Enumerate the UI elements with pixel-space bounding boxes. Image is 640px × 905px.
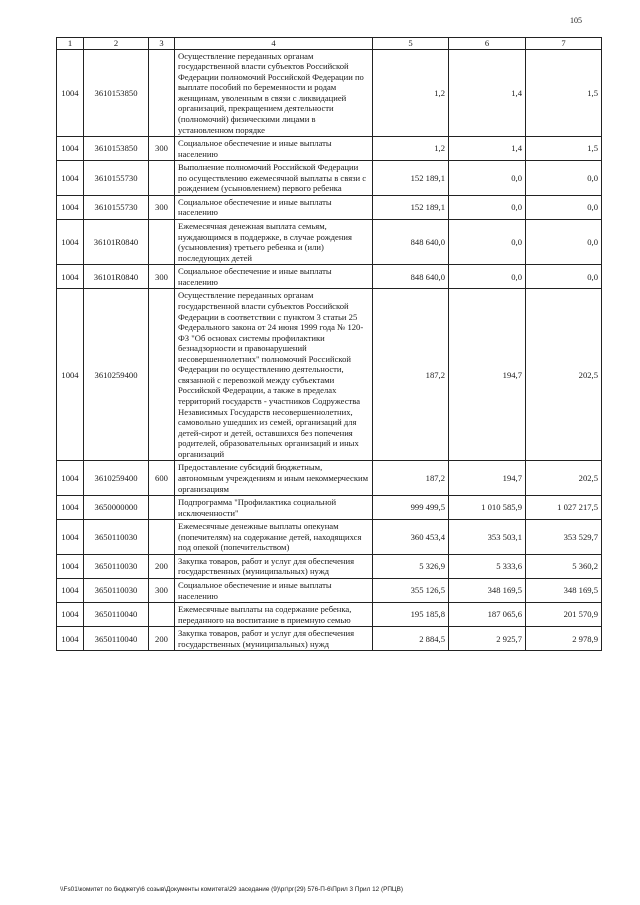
amount-year3-cell: 0,0 xyxy=(526,161,602,196)
table-row xyxy=(57,289,602,461)
description-cell: Ежемесячные выплаты на содержание ребенка, переданного на воспитание в приемную семью xyxy=(175,603,373,627)
expense-type-cell: 300 xyxy=(149,137,175,161)
table-row xyxy=(57,461,602,496)
amount-year2-cell: 187 065,6 xyxy=(449,603,526,627)
table-row xyxy=(57,579,602,603)
expense-type-cell xyxy=(149,161,175,196)
expense-type-cell: 300 xyxy=(149,265,175,289)
target-article-cell: 3610259400 xyxy=(84,289,149,461)
amount-year3-cell: 1,5 xyxy=(526,137,602,161)
target-article-cell: 3610155730 xyxy=(84,195,149,219)
section-code-cell: 1004 xyxy=(57,137,84,161)
amount-year3-cell: 0,0 xyxy=(526,195,602,219)
target-article-cell: 3650110030 xyxy=(84,520,149,555)
target-article-cell: 3650000000 xyxy=(84,496,149,520)
table-row xyxy=(57,195,602,219)
table-row xyxy=(57,137,602,161)
expense-type-cell xyxy=(149,220,175,265)
section-code-cell: 1004 xyxy=(57,461,84,496)
amount-year1-cell: 360 453,4 xyxy=(373,520,449,555)
amount-year1-cell: 187,2 xyxy=(373,289,449,461)
amount-year3-cell: 0,0 xyxy=(526,220,602,265)
section-code-cell: 1004 xyxy=(57,520,84,555)
amount-year2-cell: 2 925,7 xyxy=(449,627,526,651)
column-header-3: 3 xyxy=(149,38,175,50)
table-row xyxy=(57,520,602,555)
table-row xyxy=(57,496,602,520)
section-code-cell: 1004 xyxy=(57,496,84,520)
amount-year2-cell: 1,4 xyxy=(449,137,526,161)
expense-type-cell: 600 xyxy=(149,461,175,496)
amount-year3-cell: 202,5 xyxy=(526,289,602,461)
amount-year3-cell: 1,5 xyxy=(526,49,602,137)
section-code-cell: 1004 xyxy=(57,289,84,461)
section-code-cell: 1004 xyxy=(57,49,84,137)
amount-year2-cell: 353 503,1 xyxy=(449,520,526,555)
description-cell: Социальное обеспечение и иные выплаты населению xyxy=(175,195,373,219)
description-cell: Закупка товаров, работ и услуг для обеспечения государственных (муниципальных) нужд xyxy=(175,627,373,651)
column-header-4: 4 xyxy=(175,38,373,50)
target-article-cell: 3610153850 xyxy=(84,137,149,161)
target-article-cell: 3610155730 xyxy=(84,161,149,196)
amount-year3-cell: 5 360,2 xyxy=(526,554,602,578)
expense-type-cell xyxy=(149,520,175,555)
amount-year2-cell: 0,0 xyxy=(449,161,526,196)
section-code-cell: 1004 xyxy=(57,603,84,627)
amount-year1-cell: 999 499,5 xyxy=(373,496,449,520)
amount-year1-cell: 195 185,8 xyxy=(373,603,449,627)
target-article-cell: 3650110030 xyxy=(84,554,149,578)
amount-year3-cell: 201 570,9 xyxy=(526,603,602,627)
footer-file-path: \\Fs01\комитет по бюджету\6 созыв\Документы комитета\29 заседание (9)\рг\рг(29) 576-П-6\Прил 3 Прил 12 (РПЦВ) xyxy=(60,886,404,893)
table-row xyxy=(57,627,602,651)
amount-year1-cell: 848 640,0 xyxy=(373,265,449,289)
amount-year1-cell: 2 884,5 xyxy=(373,627,449,651)
expense-type-cell: 300 xyxy=(149,579,175,603)
column-header-7: 7 xyxy=(526,38,602,50)
expense-type-cell xyxy=(149,496,175,520)
amount-year3-cell: 2 978,9 xyxy=(526,627,602,651)
table-row xyxy=(57,554,602,578)
amount-year2-cell: 1 010 585,9 xyxy=(449,496,526,520)
amount-year2-cell: 194,7 xyxy=(449,289,526,461)
target-article-cell: 36101R0840 xyxy=(84,220,149,265)
table-row xyxy=(57,603,602,627)
amount-year2-cell: 1,4 xyxy=(449,49,526,137)
description-cell: Осуществление переданных органам государственной власти субъектов Российской Федерации в соответствии с пунктом 3 статьи 25 Федерального закона от 24 июня 1999 года № 120-ФЗ "Об основах системы профилактики безнадзорности и правонарушений несовершеннолетних" полномочий Российской Федерации по осуществлению деятельности, связанной с перевозкой между субъектами Российской Федерации, а также в пределах территорий государств - участников Содружества Независимых Государств несовершеннолетних, самовольно ушедших из семей, организаций для детей-сирот и детей, оставшихся без попечения родителей, образовательных организаций и иных организаций xyxy=(175,289,373,461)
expense-type-cell: 200 xyxy=(149,554,175,578)
amount-year2-cell: 194,7 xyxy=(449,461,526,496)
section-code-cell: 1004 xyxy=(57,579,84,603)
expense-type-cell: 200 xyxy=(149,627,175,651)
amount-year2-cell: 5 333,6 xyxy=(449,554,526,578)
description-cell: Предоставление субсидий бюджетным, автономным учреждениям и иным некоммерческим организациям xyxy=(175,461,373,496)
section-code-cell: 1004 xyxy=(57,265,84,289)
amount-year1-cell: 848 640,0 xyxy=(373,220,449,265)
section-code-cell: 1004 xyxy=(57,220,84,265)
section-code-cell: 1004 xyxy=(57,554,84,578)
expense-type-cell xyxy=(149,289,175,461)
expense-type-cell: 300 xyxy=(149,195,175,219)
amount-year2-cell: 0,0 xyxy=(449,195,526,219)
amount-year1-cell: 355 126,5 xyxy=(373,579,449,603)
expense-type-cell xyxy=(149,603,175,627)
amount-year1-cell: 187,2 xyxy=(373,461,449,496)
target-article-cell: 3610259400 xyxy=(84,461,149,496)
amount-year3-cell: 202,5 xyxy=(526,461,602,496)
target-article-cell: 3610153850 xyxy=(84,49,149,137)
column-header-1: 1 xyxy=(57,38,84,50)
amount-year1-cell: 1,2 xyxy=(373,137,449,161)
table-row xyxy=(57,265,602,289)
description-cell: Выполнение полномочий Российской Федерации по осуществлению ежемесячной выплаты в связи с рождением (усыновлением) первого ребенка xyxy=(175,161,373,196)
amount-year1-cell: 152 189,1 xyxy=(373,161,449,196)
description-cell: Ежемесячная денежная выплата семьям, нуждающимся в поддержке, в случае рождения (усыновления) третьего ребенка и (или) последующих детей xyxy=(175,220,373,265)
amount-year1-cell: 5 326,9 xyxy=(373,554,449,578)
target-article-cell: 36101R0840 xyxy=(84,265,149,289)
amount-year1-cell: 152 189,1 xyxy=(373,195,449,219)
page-number: 105 xyxy=(570,16,582,25)
section-code-cell: 1004 xyxy=(57,627,84,651)
amount-year2-cell: 348 169,5 xyxy=(449,579,526,603)
table-row xyxy=(57,220,602,265)
section-code-cell: 1004 xyxy=(57,195,84,219)
target-article-cell: 3650110040 xyxy=(84,627,149,651)
description-cell: Подпрограмма "Профилактика социальной исключенности" xyxy=(175,496,373,520)
amount-year3-cell: 0,0 xyxy=(526,265,602,289)
budget-table xyxy=(56,37,602,651)
table-row xyxy=(57,161,602,196)
target-article-cell: 3650110030 xyxy=(84,579,149,603)
amount-year2-cell: 0,0 xyxy=(449,265,526,289)
amount-year3-cell: 348 169,5 xyxy=(526,579,602,603)
column-header-6: 6 xyxy=(449,38,526,50)
amount-year1-cell: 1,2 xyxy=(373,49,449,137)
column-header-2: 2 xyxy=(84,38,149,50)
table-row xyxy=(57,49,602,137)
target-article-cell: 3650110040 xyxy=(84,603,149,627)
description-cell: Социальное обеспечение и иные выплаты населению xyxy=(175,265,373,289)
column-header-5: 5 xyxy=(373,38,449,50)
table-body xyxy=(57,49,602,651)
amount-year3-cell: 353 529,7 xyxy=(526,520,602,555)
expense-type-cell xyxy=(149,49,175,137)
amount-year3-cell: 1 027 217,5 xyxy=(526,496,602,520)
section-code-cell: 1004 xyxy=(57,161,84,196)
amount-year2-cell: 0,0 xyxy=(449,220,526,265)
description-cell: Социальное обеспечение и иные выплаты населению xyxy=(175,137,373,161)
table-header xyxy=(57,38,602,50)
description-cell: Закупка товаров, работ и услуг для обеспечения государственных (муниципальных) нужд xyxy=(175,554,373,578)
description-cell: Осуществление переданных органам государственной власти субъектов Российской Федерации полномочий Российской Федерации по выплате пособий по беременности и родам женщинам, уволенным в связи с ликвидацией организаций, прекращением деятельности (полномочий) физическими лицами в установленном порядке xyxy=(175,49,373,137)
description-cell: Ежемесячные денежные выплаты опекунам (попечителям) на содержание детей, находящихся под опекой (попечительством) xyxy=(175,520,373,555)
description-cell: Социальное обеспечение и иные выплаты населению xyxy=(175,579,373,603)
